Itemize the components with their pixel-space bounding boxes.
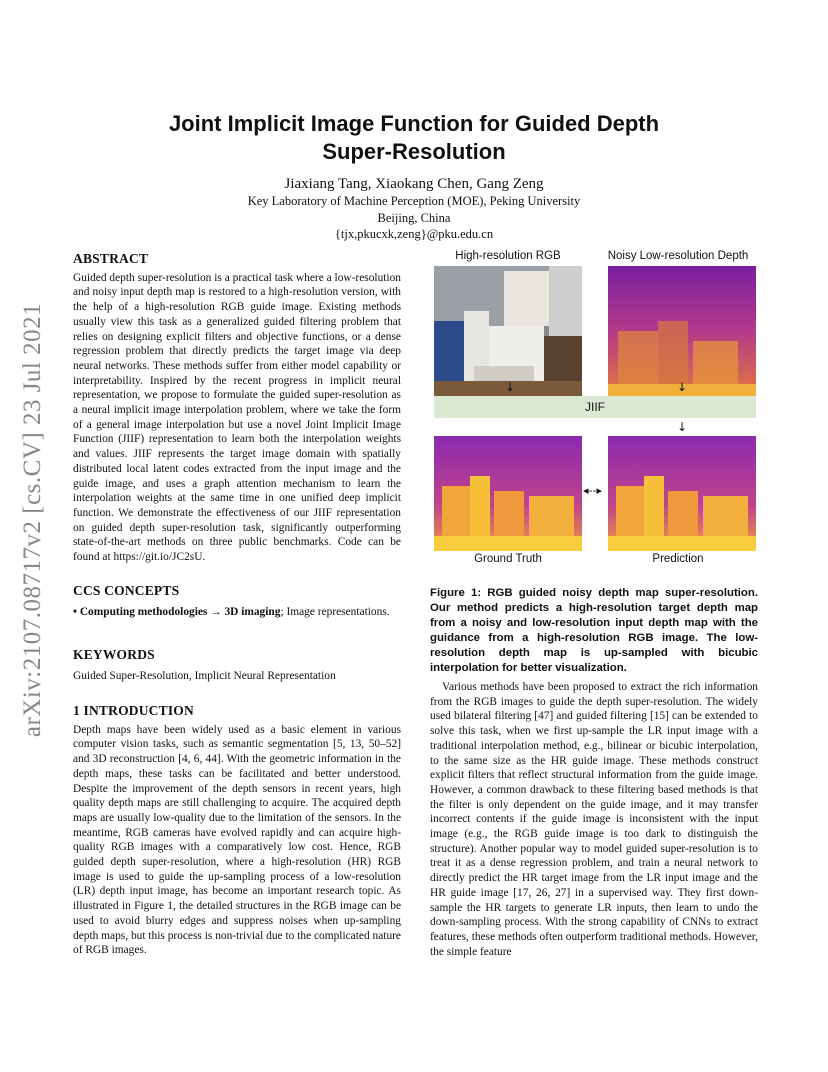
rgb-image — [434, 266, 582, 396]
ccs-heading: CCS CONCEPTS — [73, 583, 180, 598]
keywords-heading: KEYWORDS — [73, 647, 155, 662]
prediction-image — [608, 436, 756, 566]
location: Beijing, China — [377, 210, 451, 225]
introduction-section — [73, 704, 401, 958]
label-rgb: High-resolution RGB — [455, 250, 561, 262]
intro-heading: 1 INTRODUCTION — [73, 703, 194, 718]
figure-caption: Figure 1: RGB guided noisy depth map super-resolution. Our method predicts a high-resolution target depth map from a noisy and low-resolution input depth map with the guidance from a high-resolution RGB image. The low-resolution depth map is up-sampled with bicubic interpolation for better visualization. — [430, 587, 758, 674]
right-column-text: Various methods have been proposed to extract the rich information from the RGB images to guide the depth super-resolution. The widely used bilateral filtering [47] and guided filtering [15] can be extended to solve this task, when we first up-sample the LR input image with a traditional interpolation method, e.g., bilinear or bicubic interpolation, to the same size as the HR guide image. These methods construct explicit filters that reflect structural information from the guide image. However, a common drawback to these filtering based methods is that the filter is only dependent on the guide image, and it may transfer incorrect contents if the guide image is inconsistent with the input image (e.g., the RGB guide image is too dark to distinguish the structure). Another popular way to model guided super-resolution is to treat it as a dense regression problem, and train a neural network to directly predict the HR target image from the LR input image and the HR guide image [17, 26, 27] in a supervised way. They first down-sample the HR targets to generate LR inputs, then learn to undo the down-sampling process. With the strong capability of CNNs to extract features, these methods often outperform traditional methods. However, the simple feature — [430, 681, 758, 958]
title-line-2: Super-Resolution — [322, 139, 506, 164]
email: {tjx,pkucxk,zeng}@pku.edu.cn — [334, 227, 494, 241]
title-line-1: Joint Implicit Image Function for Guided Depth — [168, 111, 660, 136]
abstract-section — [73, 252, 401, 565]
figure-1 — [432, 248, 758, 578]
abstract-text: Guided depth super-resolution is a practical task where a low-resolution and noisy input depth map is restored to a high-resolution version, with the help of a high-resolution RGB guide image. Existing methods usually view this task as a generalized guided filtering problem that relies on designing explicit filters and objective functions, or a dense regression problem that directly predicts the target image via deep neural networks. These methods suffer from either model capability or interpretability. Inspired by the recent progress in implicit neural representation, we propose to formulate the guided super-resolution as a neural implicit image interpolation problem, where we take the form of a general image interpolation but use a novel Joint Implicit Image Function (JIIF) representation to learn both the interpolation weights and values. JIIF represents the target image domain with spatially distributed local latent codes extracted from the input image and the guide image, and uses a graph attention mechanism to learn the interpolation weights at the same time in one unified deep implicit function. We demonstrate the effectiveness of our JIIF representation on guided depth super-resolution task, significantly outperforming state-of-the-art methods on three public benchmarks. Code can be found at https://git.io/JC2sU. — [73, 271, 401, 564]
arrow-down-right-icon: ↓ — [677, 380, 688, 394]
ground-truth-image — [434, 436, 582, 566]
paper-title — [100, 110, 728, 166]
keywords-section — [73, 648, 401, 683]
arxiv-stamp — [10, 300, 56, 740]
authors: Jiaxiang Tang, Xiaokang Chen, Gang Zeng — [284, 176, 544, 192]
label-depth: Noisy Low-resolution Depth — [607, 250, 749, 262]
arxiv-stamp-text: arXiv:2107.08717v2 [cs.CV] 23 Jul 2021 — [19, 302, 46, 738]
intro-text: Depth maps have been widely used as a basic element in various computer vision tasks, such as semantic segmentation [5, 13, 50–52] and 3D reconstruction [4, 6, 44]. With the geometric information in the depth maps, these tasks can be facilitated and better understood. Despite the improvement of the depth sensors in recent years, high quality depth maps are still challenging to acquire. The acquired depth maps are usually low-quality due to the limitation of the sensors. In the meantime, RGB cameras have evolved rapidly and can acquire high-quality RGB images with a comparatively low cost. Hence, RGB guided depth super-resolution, where a high-resolution (HR) RGB image is used to guide the up-sampling process of a low-resolution (LR) depth input image, has become an important research topic. As illustrated in Figure 1, the detailed structures in the RGB image can be used to avoid blurry edges and suppress noises when up-sampling depth maps, but this process is non-trivial due to the complicated nature of RGB images. — [73, 723, 401, 957]
arrow-down-left-icon: ↓ — [505, 380, 516, 394]
compare-arrow-icon: ◂--▸ — [583, 484, 602, 497]
label-prediction: Prediction — [652, 553, 704, 565]
keywords-text: Guided Super-Resolution, Implicit Neural Representation — [73, 669, 336, 682]
ccs-section — [73, 584, 401, 619]
abstract-heading: ABSTRACT — [73, 251, 149, 266]
label-ground-truth: Ground Truth — [474, 553, 542, 565]
depth-input-image — [608, 266, 756, 396]
affiliation: Key Laboratory of Machine Perception (MOE), Peking University — [247, 194, 581, 208]
arrow-down-pred-icon: ↓ — [677, 420, 688, 434]
ccs-text-bold: • Computing methodologies → 3D imaging — [73, 605, 281, 618]
jiif-block: JIIF — [434, 396, 756, 418]
ccs-text-rest: ; Image representations. — [280, 605, 390, 618]
affiliation-block — [100, 193, 728, 243]
